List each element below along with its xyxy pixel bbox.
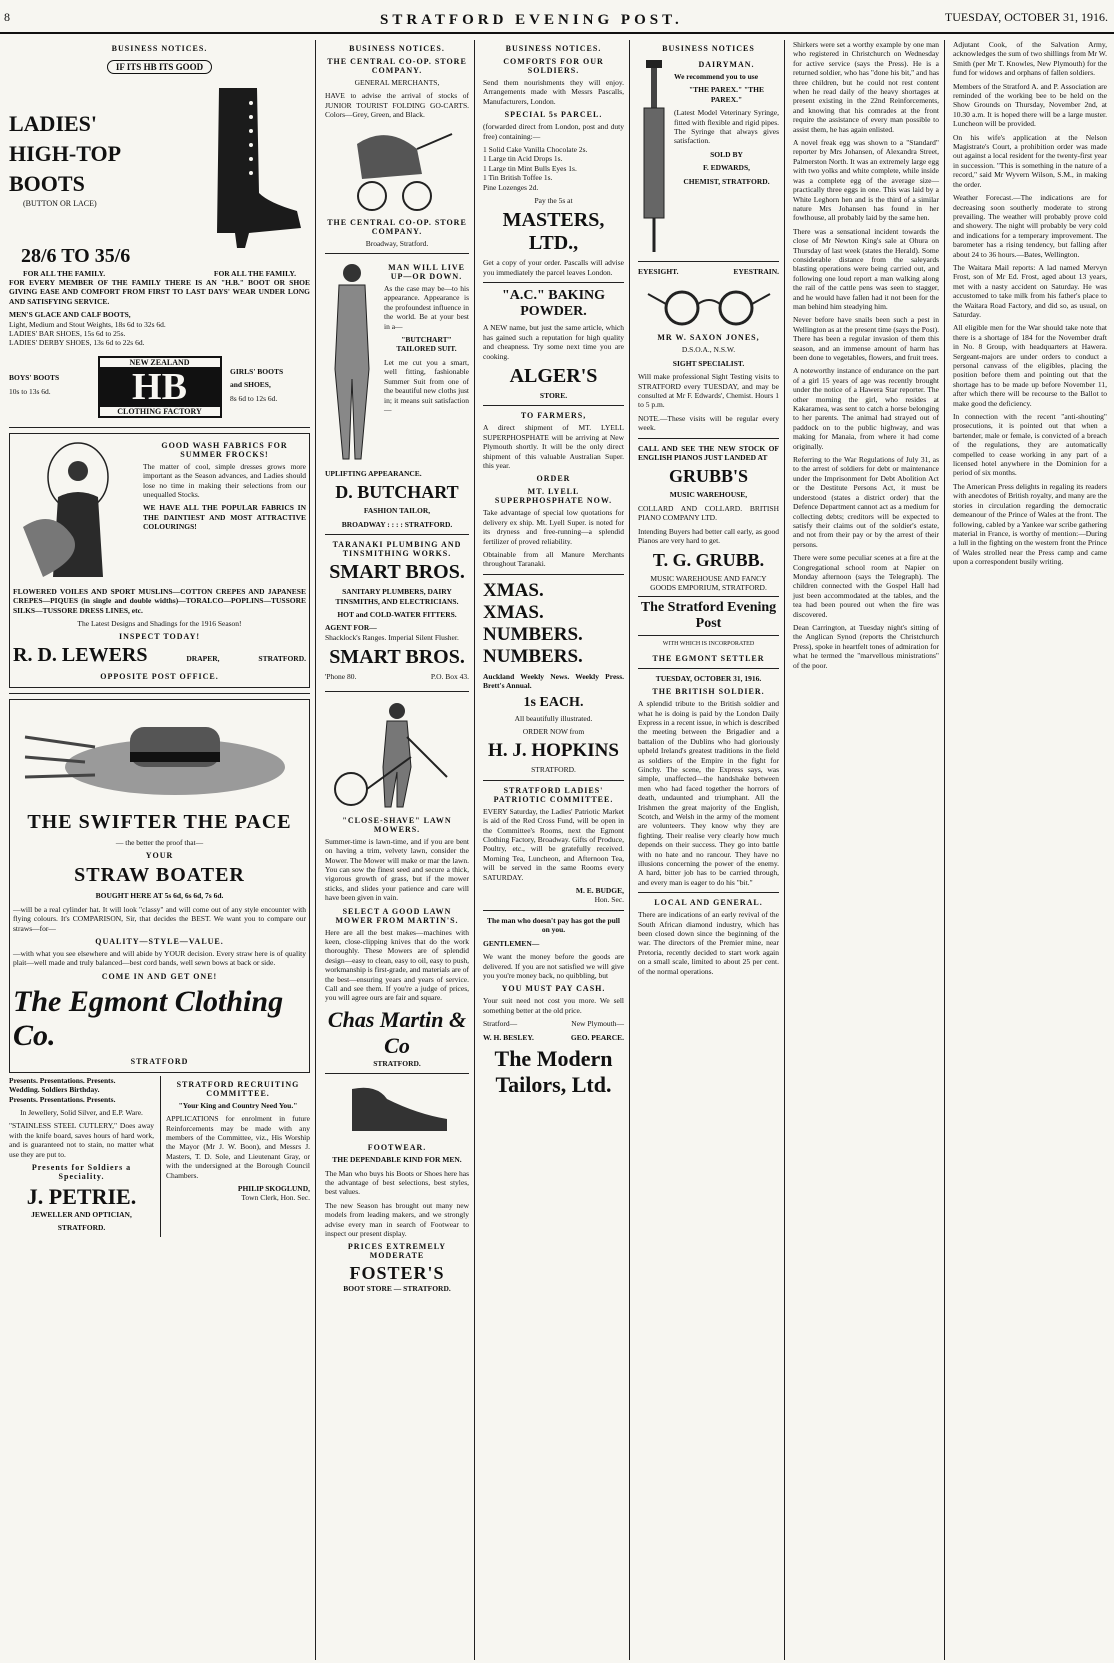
comforts-title: COMFORTS FOR OUR SOLDIERS.	[503, 57, 604, 75]
boys-boots: BOYS' BOOTS	[9, 373, 60, 383]
xmas-line: XMAS.	[483, 579, 544, 601]
ac-baking-powder: "A.C." BAKING POWDER.	[501, 288, 606, 320]
quality-line: QUALITY—STYLE—VALUE.	[95, 936, 224, 946]
xmas-line: XMAS.	[483, 601, 544, 623]
decision-text: —with what you see elsewhere and will abide by YOUR decision. Every straw here is of quality plait—well made and truly balanced—best cord bands, well sewn bows at back or side.	[13, 948, 306, 968]
local-general-heading: LOCAL AND GENERAL.	[654, 898, 763, 908]
modern-tailors: The Modern Tailors, Ltd.	[494, 1045, 613, 1097]
hopkins-name: H. J. HOPKINS	[488, 740, 619, 762]
syringe-illustration	[638, 56, 670, 256]
parcel-item: 1 Large tin Mint Bulls Eyes 1s.	[483, 163, 577, 173]
hb-logo-row: BOYS' BOOTS 10s to 13s 6d. NEW ZEALAND HB CLOTHING FACTORY GIRLS' BOOTS and SHOES, 8s 6d to 12s 6d.	[9, 352, 310, 422]
hb-logo: NEW ZEALAND HB CLOTHING FACTORY	[98, 356, 222, 418]
spectacles-illustration	[644, 284, 774, 329]
page-number: 8	[4, 10, 10, 24]
boater-illustration	[15, 707, 305, 807]
hb-banner: IF ITS HB ITS GOOD	[9, 57, 310, 75]
family-text: FOR EVERY MEMBER OF THE FAMILY THERE IS AN "H.B." BOOT OR SHOE GIVING EASE AND COMFORT FROM FIRST TO LAST DAYS' WEAR UNDER LONG AND SATISFYING SERVICE.	[9, 278, 310, 306]
column-6	[948, 40, 1112, 1660]
voiles-text: FLOWERED VOILES AND SPORT MUSLINS—COTTON CREPES AND JAPANESE CREPES—PIQUES (in single and double widths)—TORALCO—POPLINS—TUSSORE SILKS—TUSSORE DRESS LINES, etc.	[13, 586, 306, 615]
xmas-line: NUMBERS.	[483, 623, 583, 645]
butchart-name: D. BUTCHART	[335, 482, 459, 503]
news-paragraph: A noteworthy instance of endurance on the part of a girl 15 years of age was recently brought under the notice of a Hawera Star reporter. The other morning the girl, who resides at Kakaramea, was sent to catch a horse belonging to her parents. The animal had strayed out of paddock on to the public highway, and was making for Manaia, from where it had come originally.	[793, 366, 939, 451]
calf-item-3: LADIES' DERBY SHOES, 13s 6d to 22s 6d.	[9, 338, 145, 348]
boots-ad	[9, 79, 310, 269]
grubbs-name: GRUBB'S	[668, 466, 749, 487]
xmas-line: NUMBERS.	[483, 645, 583, 667]
calf-item-1: Light, Medium and Stout Weights, 18s 6d to 32s 6d.	[9, 319, 166, 329]
coop-text: HAVE to advise the arrival of stocks of JUNIOR TOURIST FOLDING GO-CARTS. Colors—Grey, Green, and Black.	[325, 91, 469, 120]
parex-ad: DAIRYMAN. We recommend you to use "THE PAREX." "THE PAREX." (Latest Model Veterinary Syringe, fitted with flexible and rigid pipes. The Syringe that always gives satisfaction. SOLD BY F. EDWARDS, CHEMIST, STRATFORD.	[638, 56, 779, 256]
swifter-sub: — the better the proof that—	[115, 837, 204, 847]
swifter-headline: THE SWIFTER THE PACE	[27, 810, 292, 833]
news-paragraph: Dean Carrington, at Tuesday night's sitting of the Anglican Synod (reports the Christchurch Press), spoke in heartfelt tones of admiration for what he termed the "marvellous ministrations" of the poor.	[793, 622, 939, 670]
fabrics-text: WE HAVE ALL THE POPULAR FABRICS IN THE DAINTIEST AND MOST ATTRACTIVE COLOURINGS!	[143, 503, 306, 532]
draper-illustration	[13, 437, 143, 587]
girls-boots: GIRLS' BOOTS	[230, 366, 284, 376]
recruiting-ad: STRATFORD RECRUITING COMMITTEE. "Your King and Country Need You." APPLICATIONS for enrolment in future Reinforcements may be made with any members of the Committee, viz., His Worship the Mayor (Mr J. W. Boon), and Messrs J. Masters, T. D. Sole, and Lieutenant Gray, or with the undersigned at the Borough Council Chambers. PHILIP SKOGLUND, Town Clerk, Hon. Sec.	[160, 1076, 310, 1237]
column-5	[788, 40, 945, 1660]
butchart-ad: MAN WILL LIVE UP—OR DOWN. As the case may be—to his appearance. Appearance is the profoundest influence in the world. Be at your best in a— "BUTCHART" TAILORED SUIT. Let me cut you a smart, well fitting, fashionable Summer Suit from one of the beautiful new cloths just in; it means suit satisfaction—	[325, 259, 469, 469]
news-paragraph: Never before have snails been such a pest in Wellington as at the present time (says the Post). There has been a regular invasion of them this season, and an immense amount of harm has been done to vegetables, flowers, and fruit trees.	[793, 315, 939, 362]
news-paragraph: The American Press delights in regaling its readers with anecdotes of British royalty, and many are the stories in circulation regarding the democratic demeanour of the Prince of Wales at the front. The following, cabled by a Yankee war scribe gathering material in France, is worthy of mention:—During a lull in the fighting on the western front the Prince of Wales strolled near the Press camp and came upon a correspondent busily writing.	[953, 481, 1107, 567]
parcel-item: 1 Large tin Acid Drops 1s.	[483, 154, 563, 164]
masters-name: MASTERS, LTD.,	[502, 209, 605, 255]
column-header: BUSINESS NOTICES.	[111, 44, 208, 53]
news-paragraph: Weather Forecast.—The indications are for decreasing soon southerly moderate to strong prevailing. The weather will probably prove cold and showery. The night will probably be very cold and indications for a temperary improvement. The barometer has a rising tendency, but falling after about 24 to 36 hours.—Bates, Wellington.	[953, 193, 1107, 259]
girls-price: 8s 6d to 12s 6d.	[230, 393, 278, 403]
cutlery-text: "STAINLESS STEEL CUTLERY," Does away with the knife board, saves hours of hard work, and is guaranteed not to stain, no matter what use they are put to.	[9, 1121, 154, 1159]
egmont-logo: The Egmont Clothing Co.	[13, 984, 284, 1052]
boots-title-3: BOOTS	[9, 171, 85, 196]
recruit-text: APPLICATIONS for enrolment in future Reinforcements may be made with any members of the Committee, viz., His Worship the Mayor (Mr J. W. Boon), and Messrs J. Masters, T. D. Sole, and Lieutenant Gray, or with the undersigned at the Borough Council Chambers.	[166, 1114, 310, 1180]
parcel-item: 1 Solid Cake Vanilla Chocolate 2s.	[483, 145, 588, 155]
news-paragraph: Referring to the War Regulations of July 31, as to the arrest of soldiers for debt or maintenance under the Imprisonment for Debt Abolition Act or the Destitute Persons Act, it must be understood (states a district order) that the Defence Department cannot act as a medium for collecting debts; creditors will be expected to satisfy their claims out of the soldier's estate, and not from their pay or by the arrest of their persons.	[793, 455, 939, 549]
boots-subtitle: (BUTTON OR LACE)	[23, 199, 97, 208]
straw-boater-title: STRAW BOATER	[74, 864, 245, 887]
editorial-masthead: The Stratford Evening Post	[638, 596, 779, 636]
come-in: COME IN AND GET ONE!	[101, 971, 218, 981]
column-3: BUSINESS NOTICES. COMFORTS FOR OUR SOLDIERS. Send them nourishments they will enjoy. Arrangements made with Messrs Pascalls, Manufacturers, London. SPECIAL 5s PARCEL. (forwarded direct from London, post and duty free) containing:— 1 Solid Cake Vanilla Chocolate 2s. 1 Large tin Acid Drops 1s. 1 Large tin Mint Bulls Eyes 1s. 1 Tin British Toffee 1s. Pine Lozenges 2d. Pay the 5s at MASTERS, LTD., Get a copy of your order. Pascalls will advise you immediately the parcel leaves London. "A.C." BAKING POWDER. A NEW name, but just the same article, which has gained such a reputation for high quality and cheapness. Try some next time you are cooking. ALGER'S STORE. TO FARMERS, A direct shipment of MT. LYELL SUPERPHOSPHATE will be arriving at New Plymouth shortly. It will be the only direct shipment of this valuable Australian Super. this year. ORDER MT. LYELL SUPERPHOSPHATE NOW. Take advantage of special low quotations for delivery ex ship. Mt. Lyell Super. is noted for its dryness and free-running—a splendid fertilizer of proved reliability. Obtainable from all Manure Merchants throughout Taranaki. XMAS. XMAS. NUMBERS. NUMBERS. Auckland Weekly News. Weekly Press. Brett's Annual. 1s EACH. All beautifully illustrated. ORDER NOW from H. J. HOPKINS STRATFORD. STRATFORD LADIES' PATRIOTIC COMMITTEE. EVERY Saturday, the Ladies' Patriotic Market is aid of the Red Cross Fund, will be open in the Committee's Rooms, next the Egmont Clothing Factory, Broadway. Gifts of Produce, Poultry, etc., will be gratefully received. Morning Tea, Luncheon, and Afternoon Tea, will be served in the same Rooms every SATURDAY. M. E. BUDGE, Hon. Sec. The man who doesn't pay has got the pull on you. GENTLEMEN— We want the money before the goods are delivered. If you are not satisfied we will give you you're money back, no quibbling, but YOU MUST PAY CASH. Your suit need not cost you more. We sell something better at the old price. Stratford— New Plymouth— W. H. BESLEY. GEO. PEARCE. The Modern Tailors, Ltd.	[478, 40, 630, 1660]
calf-heading: MEN'S GLACE AND CALF BOOTS,	[9, 310, 131, 320]
news-paragraph: In connection with the recent "anti-shouting" prosecutions, it is pointed out that when a bartender, male or female, is convicted of a breach of the regulations, they are automatically compelled to cease working in any part of a licensed hotel anywhere in the Dominion for a period of six months.	[953, 412, 1107, 478]
straw-boater-ad: THE SWIFTER THE PACE — the better the proof that— YOUR STRAW BOATER BOUGHT HERE AT 5s 6d, 6s 6d, 7s 6d. —will be a real cylinder hat. It will look "classy" and will come out of any style encounter with flying colours. It's COMPARISON, Sir, that decides the BEST. We want you to compare our straws—for— QUALITY—STYLE—VALUE. —with what you see elsewhere and will abide by YOUR decision. Every straw here is of quality plait—well made and truly balanced—best cord bands, well sewn bows at back or side. COME IN AND GET ONE! The Egmont Clothing Co. STRATFORD	[9, 699, 310, 1073]
news-paragraph: There were some peculiar scenes at a fire at the Congregational school room at Napier on Monday afternoon (says the Telegraph). The children connected with the Gospel Hall had just been accommodated at the tables, and the tea had been poured out when the fire was discovered.	[793, 553, 939, 619]
news-paragraph: All eligible men for the War should take note that there is a shortage of 184 for the November draft in No. 8 Group, with headquarters at Hawera. Sergeant-majors are under orders to conduct a personal canvass of the eligibles, placing the position before them and pointing out that the shortage has to be made up before November 11, after which there will be recourse to the Ballot to make good the deficiency.	[953, 323, 1107, 408]
lewers-name: R. D. LEWERS	[13, 644, 148, 667]
smart-bros-2: SMART BROS.	[329, 646, 465, 669]
lewers-address: OPPOSITE POST OFFICE.	[100, 671, 219, 681]
martin-logo: Chas Martin & Co	[327, 1006, 467, 1058]
alger-store: ALGER'S	[509, 364, 598, 387]
family-row: FOR ALL THE FAMILY. FOR ALL THE FAMILY.	[23, 269, 296, 278]
issue-date: TUESDAY, OCTOBER 31, 1916.	[944, 10, 1108, 24]
boots-title-1: LADIES'	[9, 111, 98, 136]
boys-price: 10s to 13s 6d.	[9, 386, 51, 396]
tailor-man-illustration	[325, 259, 380, 469]
column-1	[4, 40, 316, 1660]
fosters-name: FOSTER'S	[349, 1263, 445, 1284]
coop-title: THE CENTRAL CO-OP. STORE COMPANY.	[327, 57, 467, 75]
paper-title: STRATFORD EVENING POST.	[380, 12, 683, 28]
boot-illustration	[179, 83, 309, 253]
boot-footwear-illustration	[337, 1079, 457, 1139]
calf-item-2: LADIES' BAR SHOES, 15s 6d to 25s.	[9, 329, 126, 339]
straw-text: —will be a real cylinder hat. It will look "classy" and will come out of any style encounter with flying colours. It's COMPARISON, Sir, that decides the BEST. We want you to compare our straws—for—	[13, 904, 306, 933]
boots-title-2: HIGH-TOP	[9, 141, 122, 166]
news-paragraph: Adjutant Cook, of the Salvation Army, acknowledges the sum of two shillings from Mr W. Smith (per Mr T. Knowles, New Plymouth) for the fund for widows and orphans of fallen soldiers.	[953, 40, 1107, 78]
petrie-name: J. PETRIE.	[26, 1183, 137, 1209]
inspect-today: INSPECT TODAY!	[118, 632, 201, 642]
news-paragraph: A novel freak egg was shown to a "Standard" reporter by Mrs Johansen, of Alexandra Street, Palmerston North. It was an extremely large egg with two yolks and white complete, while inside was a complete egg of the average size—practically three eggs in one. This was laid by a White Leghorn hen and is the third of a similar nature Mrs Johansen has found in her fowlhouse, all probably laid by the same hen.	[793, 138, 939, 223]
bottom-row	[9, 1076, 310, 1237]
news-paragraph: Members of the Stratford A. and P. Association are reminded of the working bee to be held on the Show Grounds on Thursday, November 2nd, at 10.30 a.m. It is hoped there will be a large muster. Luncheon will be provided.	[953, 81, 1107, 129]
tgrubb-name: T. G. GRUBB.	[652, 549, 765, 570]
british-soldier-heading: THE BRITISH SOLDIER.	[652, 687, 765, 697]
lewers-ad: GOOD WASH FABRICS FOR SUMMER FROCKS! The matter of cool, simple dresses grows more important as the Season advances, and Ladies should lose no time in making their selections from our unequalled Stocks. WE HAVE ALL THE POPULAR FABRICS IN THE DAINTIEST AND MOST ATTRACTIVE COLOURINGS! FLOWERED VOILES AND SPORT MUSLINS—COTTON CREPES AND JAPANESE CREPES—PIQUES (in single and double widths)—TORALCO—POPLINS—TUSSORE SILKS—TUSSORE DRESS LINES, etc. The Latest Designs and Shadings for the 1916 Season! INSPECT TODAY! R. D. LEWERS DRAPER, STRATFORD. OPPOSITE POST OFFICE.	[9, 433, 310, 688]
news-paragraph: Shirkers were set a worthy example by one man who registered in Christchurch on Wednesday for active service (says the Press). He is a returned soldier, who has "done his bit," and has three children, but he could not rest content when he read daily of the heavy shortages at present existing in the 22nd Reinforcements, and knowing that his comrades at the front require the assistance of every man possible to assist them, he has again enlisted.	[793, 40, 939, 134]
frocks-title: GOOD WASH FABRICS FOR SUMMER FROCKS!	[161, 440, 288, 459]
bought-here: BOUGHT HERE AT 5s 6d, 6s 6d, 7s 6d.	[95, 891, 224, 901]
news-paragraph: On his wife's application at the Nelson Magistrate's Court, a prohibition order was made out against a local resident for the twenty-first year in succession. "This is something in the nature of a record," said Mr Wyvern Wilson, S.M., in making the order.	[953, 132, 1107, 189]
boots-price: 28/6 TO 35/6	[21, 245, 131, 267]
column-4: BUSINESS NOTICES DAIRYMAN. We recommend you to use "THE PAREX." "THE PAREX." (Latest Model Veterinary Syringe, fitted with flexible and rigid pipes. The Syringe that always gives satisfaction. SOLD BY F. EDWARDS, CHEMIST, STRATFORD. EYESIGHT. EYESTRAIN. MR W. SAXON JONES, D.S.O.A., N.S.W. SIGHT SPECIALIST. Will make professional Sight Testing visits to STRATFORD every TUESDAY, and may be consulted at Mr F. Edwards', Chemist. Hours 1 to 5 p.m. NOTE.—These visits will be regular every week. CALL AND SEE THE NEW STOCK OF ENGLISH PIANOS JUST LANDED AT GRUBB'S MUSIC WAREHOUSE, COLLARD AND COLLARD. BRITISH PIANO COMPANY LTD. Intending Buyers had better call early, as good Pianos are very hard to get. T. G. GRUBB. MUSIC WAREHOUSE AND FANCY GOODS EMPORIUM, STRATFORD. The Stratford Evening Post WITH WHICH IS INCORPORATED THE EGMONT SETTLER TUESDAY, OCTOBER 31, 1916. THE BRITISH SOLDIER. A splendid tribute to the British soldier and what he is doing is paid by the London Daily Express in a recent issue, in which is described the meeting between the Brigadier and a battalion of the Dublins who had gloriously upheld Ireland's greatest traditions in the field as soldiers of the Empire in the fight for Ginchy. The scene, the Express says, was simple, unaffected—the handshake between men who had faced together the horrors of death, undaunted and triumphant. All the Irishmen the great majority of the English, Scotch, and Welsh in the army of the moment are volunteers. They know why they are fighting. Their realise very clearly how much depends on their success. They go into battle with no hate and no rancour. They have no illusions concerning the power of the enemy. A hard, bitter job has to be carried through, and every man is eager to do his "bit." LOCAL AND GENERAL. There are indications of an early revival of the South African diamond industry, which has been closed down since the beginning of the war. The directors of the Premier mine, near Pretoria, recently decided to start work again on a small scale, limited to about 25 per cent. of the normal operations.	[633, 40, 785, 1660]
shades-text: The Latest Designs and Shadings for the 1916 Season!	[77, 619, 242, 629]
go-cart-illustration	[327, 124, 467, 214]
petrie-ad: Presents. Presentations. Presents. Wedding. Soldiers Birthday. Presents. Presentations. Presents. In Jewellery, Solid Silver, and E.P. Ware. "STAINLESS STEEL CUTLERY," Does away with the knife board, saves hours of hard work, and is guaranteed not to stain, no matter what use they are put to. Presents for Soldiers a Speciality. J. PETRIE. JEWELLER AND OPTICIAN, STRATFORD.	[9, 1075, 154, 1233]
lawn-mower-illustration	[327, 697, 467, 812]
frocks-text: The matter of cool, simple dresses grows more important as the Season advances, and Ladies should lose no time in making their selections from our unequalled Stocks.	[143, 461, 306, 500]
news-paragraph: The Waitara Mail reports: A lad named Mervyn Frost, son of Mr Ed. Frost, aged about 13 years, met with a nasty accident on Saturday. He was accustomed to take milk from his father's place to the Waitara Road Factory, and did so, as usual, on Saturday.	[953, 262, 1107, 319]
british-soldier-text: A splendid tribute to the British soldier and what he is doing is paid by the London Daily Express in a recent issue, in which is described the meeting between the Brigadier and a battalion of the Dublins who had gloriously upheld Ireland's greatest traditions in the field as soldiers of the Empire in the fight for Ginchy. The scene, the Express says, was simple, unaffected—the handshake between men who had faced together the horrors of death, undaunted and triumphant. All the Irishmen the great majority of the English, Scotch, and Welsh in the army of the moment are volunteers. They know why they are fighting. Their realise very clearly how much depends on their success. They go into battle with no hate and no rancour. They have no illusions concerning the power of the enemy. A hard, bitter job has to be carried through, and every man is eager to do his "bit."	[638, 699, 780, 887]
parcel-item: 1 Tin British Toffee 1s.	[483, 173, 553, 183]
smart-bros: SMART BROS.	[329, 561, 465, 584]
masthead	[0, 0, 1114, 34]
news-paragraph: There was a sensational incident towards the close of Mr Newton King's sale at Ohura on Thursday of last week (states the Herald). Some considerable distance from the saleyards blasting operations were being carried out, and following one loud report a man walking along the rail of the cattle pens was seen to stagger, and he would have fallen had it not been for the man behind him steadying him.	[793, 226, 939, 311]
parcel-item: Pine Lozenges 2d.	[483, 182, 539, 192]
column-2: BUSINESS NOTICES. THE CENTRAL CO-OP. STORE COMPANY. GENERAL MERCHANTS, HAVE to advise the arrival of stocks of JUNIOR TOURIST FOLDING GO-CARTS. Colors—Grey, Green, and Black. THE CENTRAL CO-OP. STORE COMPANY. Broadway, Stratford. MAN WILL LIVE UP—OR DOWN. As the case may be—to his appearance. Appearance is the profoundest influence in the world. Be at your best in a— "BUTCHART" TAILORED SUIT. Let me cut you a smart, well fitting, fashionable Summer Suit from one of the beautiful new cloths just in; it means suit satisfaction— UPLIFTING APPEARANCE. D. BUTCHART FASHION TAILOR, BROADWAY : : : : STRATFORD. TARANAKI PLUMBING AND TINSMITHING WORKS. SMART BROS. SANITARY PLUMBERS, DAIRY TINSMITHS, AND ELECTRICIANS. HOT and COLD-WATER FITTERS. AGENT FOR— Shacklock's Ranges. Imperial Silent Flusher. SMART BROS. 'Phone 80. P.O. Box 43. "CLOSE-SHAVE" LAWN MOWERS. Summer-time is lawn-time, and if you are bent on having a trim, velvety lawn, consider the Mower. The Mower will make or mar the lawn. You can sow the finest seed and secure a thick, vigorous growth of grass, but if the mower sticks, and slides your patience and care will have been given in vain. SELECT A GOOD LAWN MOWER FROM MARTIN'S. Here are all the best makes—machines with keen, close-clipping knives that do the work thoroughly. These Mowers are of splendid design—easy to clean, easy to oil, easy to push, workmanship is first-grade, and materials are of the best—ensuring years and years of service. Call and see them. If you're a judge of prices, you will agree ours are fair and square. Chas Martin & Co STRATFORD. FOOTWEAR. THE DEPENDABLE KIND FOR MEN. The Man who buys his Boots or Shoes here has the advantage of best selections, best styles, best values. The new Season has brought out many new models from leading makers, and we strongly advise every man in search of Footwear to inspect our present display. PRICES EXTREMELY MODERATE FOSTER'S BOOT STORE — STRATFORD.	[320, 40, 475, 1660]
